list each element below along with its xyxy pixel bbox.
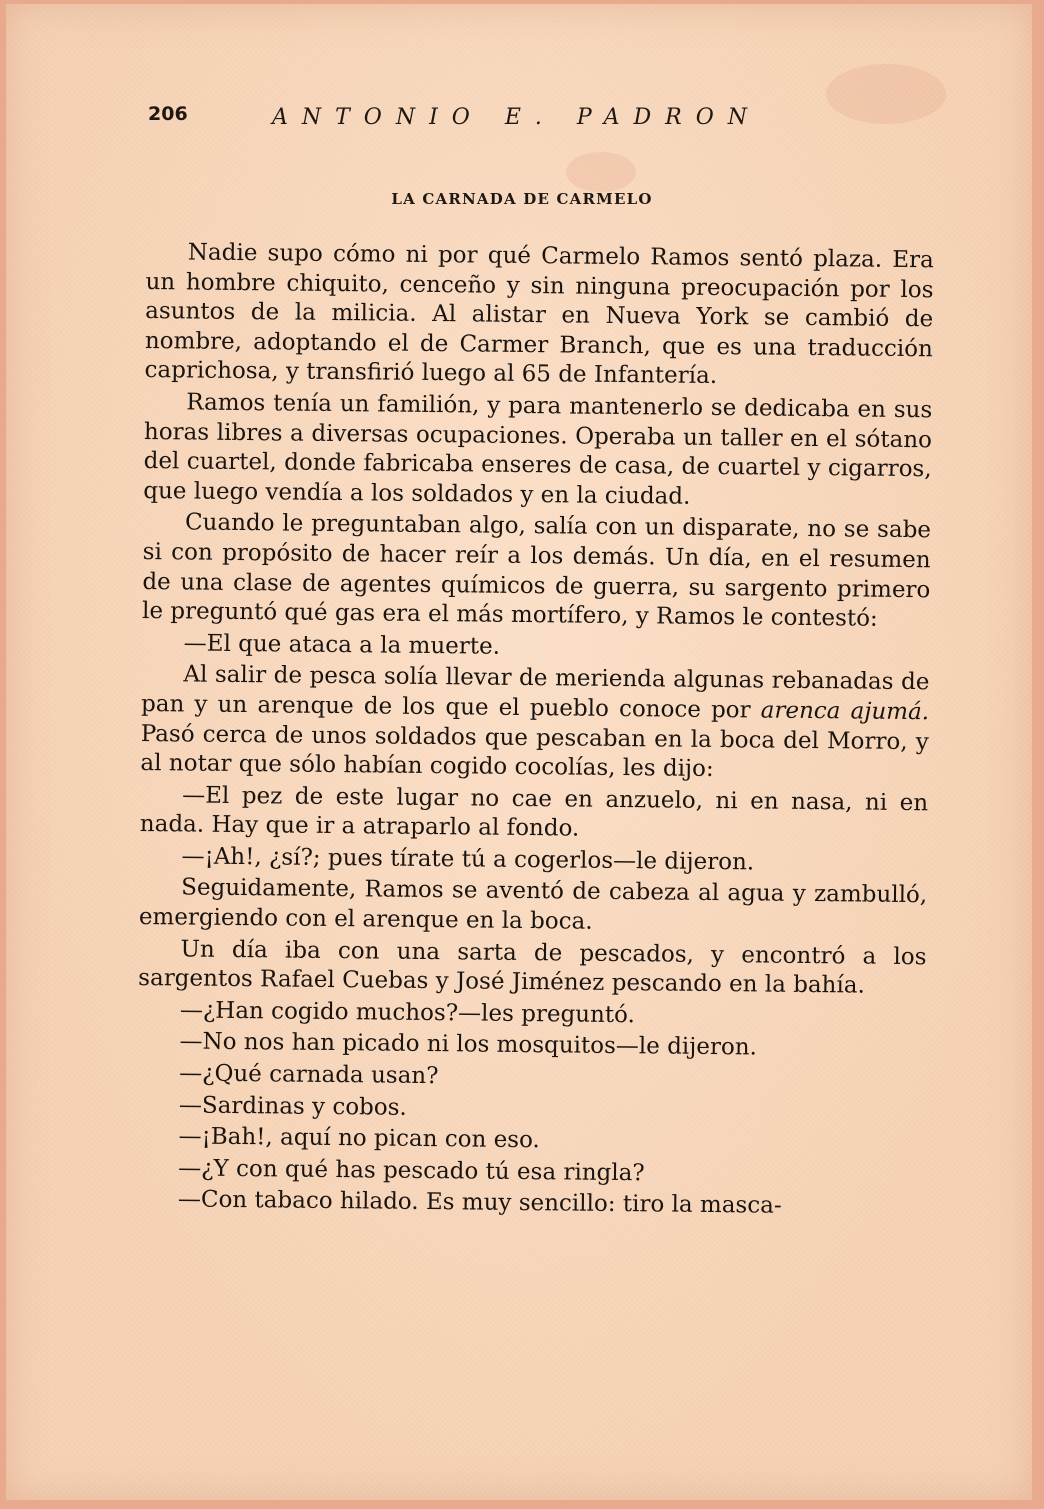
dialogue-line: —Sardinas y cobos. [178,1092,407,1121]
story-title: LA CARNADA DE CARMELO [391,190,653,208]
paragraph: Ramos tenía un familión, y para mantenerlo se dedicaba en sus horas libres a diversas ocupaciones. Operaba un taller en el sótano del cuartel, donde fabricaba enseres de casa, de cuartel y cigarros, que luego vendía a los soldados y en la ciudad. [143,389,933,510]
dialogue-line: —El que ataca a la muerte. [183,630,501,660]
dialogue-line: —¡Bah!, aquí no pican con eso. [178,1123,540,1154]
dialogue-line: —Con tabaco hilado. Es muy sencillo: tiro la masca- [177,1186,782,1220]
paragraph: Seguidamente, Ramos se aventó de cabeza al agua y zambulló, emergiendo con el arenque en la boca. [138,874,928,935]
dialogue-line: —¿Han cogido muchos?—les preguntó. [179,997,635,1029]
dialogue-line: —No nos han picado ni los mosquitos—le dijeron. [179,1028,758,1061]
page-number: 206 [148,103,188,125]
dialogue-line: —¿Y con qué has pescado tú esa ringla? [178,1155,645,1187]
dialogue-line: —El pez de este lugar no cae en anzuelo, ni en nasa, ni en nada. Hay que ir a atraparlo al fondo. [139,782,929,842]
dialogue-line: —¿Qué carnada usan? [179,1060,439,1090]
running-head-author: ANTONIO E. PADRON [272,105,762,130]
paper-stain [566,152,636,192]
story-body [136,238,934,1223]
paragraph: Cuando le preguntaban algo, salía con un disparate, no se sabe si con propósito de hacer reír a los demás. Un día, en el resumen de una clase de agentes químicos de guerra, su sargento primero le preguntó qué gas era el más mortífero, y Ramos le contestó: [141,509,932,632]
dialogue-line: —¡Ah!, ¿sí?; pues tírate tú a cogerlos—le dijeron. [181,843,755,876]
paragraph: Un día iba con una sarta de pescados, y encontró a los sargentos Rafael Cuebas y José Jiménez pescando en la bahía. [138,936,927,999]
paragraph-text: Pasó cerca de unos soldados que pescaban en la boca del Morro, y al notar que sólo habían cogido cocolías, les dijo: [140,720,929,783]
page-header [148,103,948,135]
italic-phrase: arenca ajumá. [760,697,930,726]
paragraph: Nadie supo cómo ni por qué Carmelo Ramos sentó plaza. Era un hombre chiquito, cenceño y sin ninguna preocupación por los asuntos de la milicia. Al alistar en Nueva York se cambió de nombre, adoptando el de Carmer Branch, que es una traducción caprichosa, y transfirió luego al 65 de Infantería. [144,239,934,390]
paragraph [140,660,929,787]
paragraph-text: Al salir de pesca solía llevar de merienda algunas rebanadas de pan y un arenque de los que el pueblo conoce por [140,661,930,724]
